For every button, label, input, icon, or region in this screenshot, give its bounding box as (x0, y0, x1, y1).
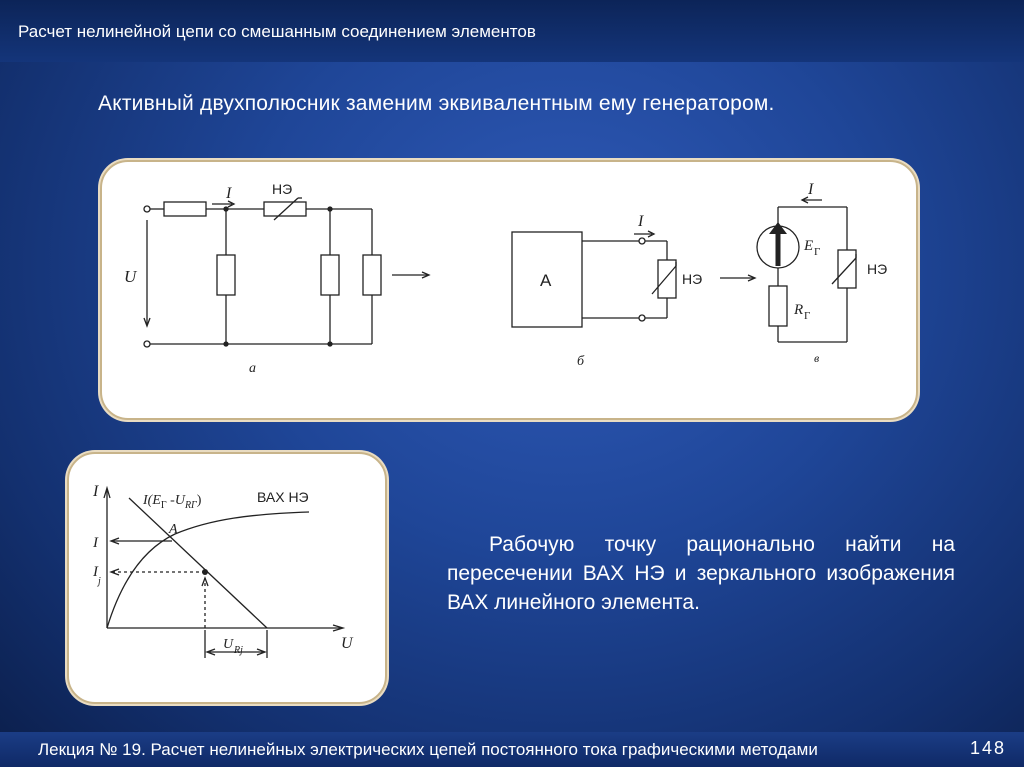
explanation-paragraph (447, 530, 955, 617)
slide-subtitle: Активный двухполюсник заменим эквивалентным ему генератором. (98, 92, 775, 115)
tick-i-label: I (93, 535, 98, 551)
label-current-b: I (638, 213, 644, 230)
curve-label: ВАХ НЭ (257, 489, 309, 505)
axis-y-label: I (93, 483, 99, 500)
axis-x-label: U (341, 635, 353, 652)
footer-text: Лекция № 19. Расчет нелинейных электрических цепей постоянного тока графическими методами (38, 740, 818, 759)
circuit-diagrams (102, 162, 916, 418)
label-emf-sub: Г (814, 246, 821, 258)
label-ne-v: НЭ (867, 261, 888, 277)
tick-ij-sub: j (98, 576, 101, 587)
vax-graph (69, 454, 385, 702)
graph-panel (67, 452, 387, 704)
circuit-panel (100, 160, 918, 420)
label-emf: E (804, 238, 814, 254)
label-resistance: R (794, 302, 804, 318)
paragraph-text: Рабочую точку рационально найти на пересечении ВАХ НЭ и зеркального изображения ВАХ линейного элемента. (447, 533, 955, 614)
point-a-label: A (169, 522, 178, 537)
label-ne-a: НЭ (272, 181, 293, 197)
operating-point (202, 569, 208, 575)
label-box-a: А (540, 271, 552, 290)
label-voltage-a: U (124, 267, 137, 286)
label-ne-b: НЭ (682, 271, 703, 287)
dim-u-label: U (223, 637, 234, 652)
label-resistance-sub: Г (804, 310, 811, 322)
caption-v: в (814, 351, 820, 365)
tick-ij-label: I (93, 564, 98, 580)
page-number: 148 (970, 738, 1007, 758)
caption-b: б (577, 354, 585, 369)
caption-a: а (249, 361, 256, 376)
load-line-label: $I(E_Г$ $-U_{RГ}$) (143, 493, 202, 511)
dim-u-sub: Rj (234, 645, 243, 656)
label-current-v: I (808, 181, 814, 198)
label-current-a: I (226, 185, 232, 202)
slide-title: Расчет нелинейной цепи со смешанным соединением элементов (18, 22, 536, 41)
